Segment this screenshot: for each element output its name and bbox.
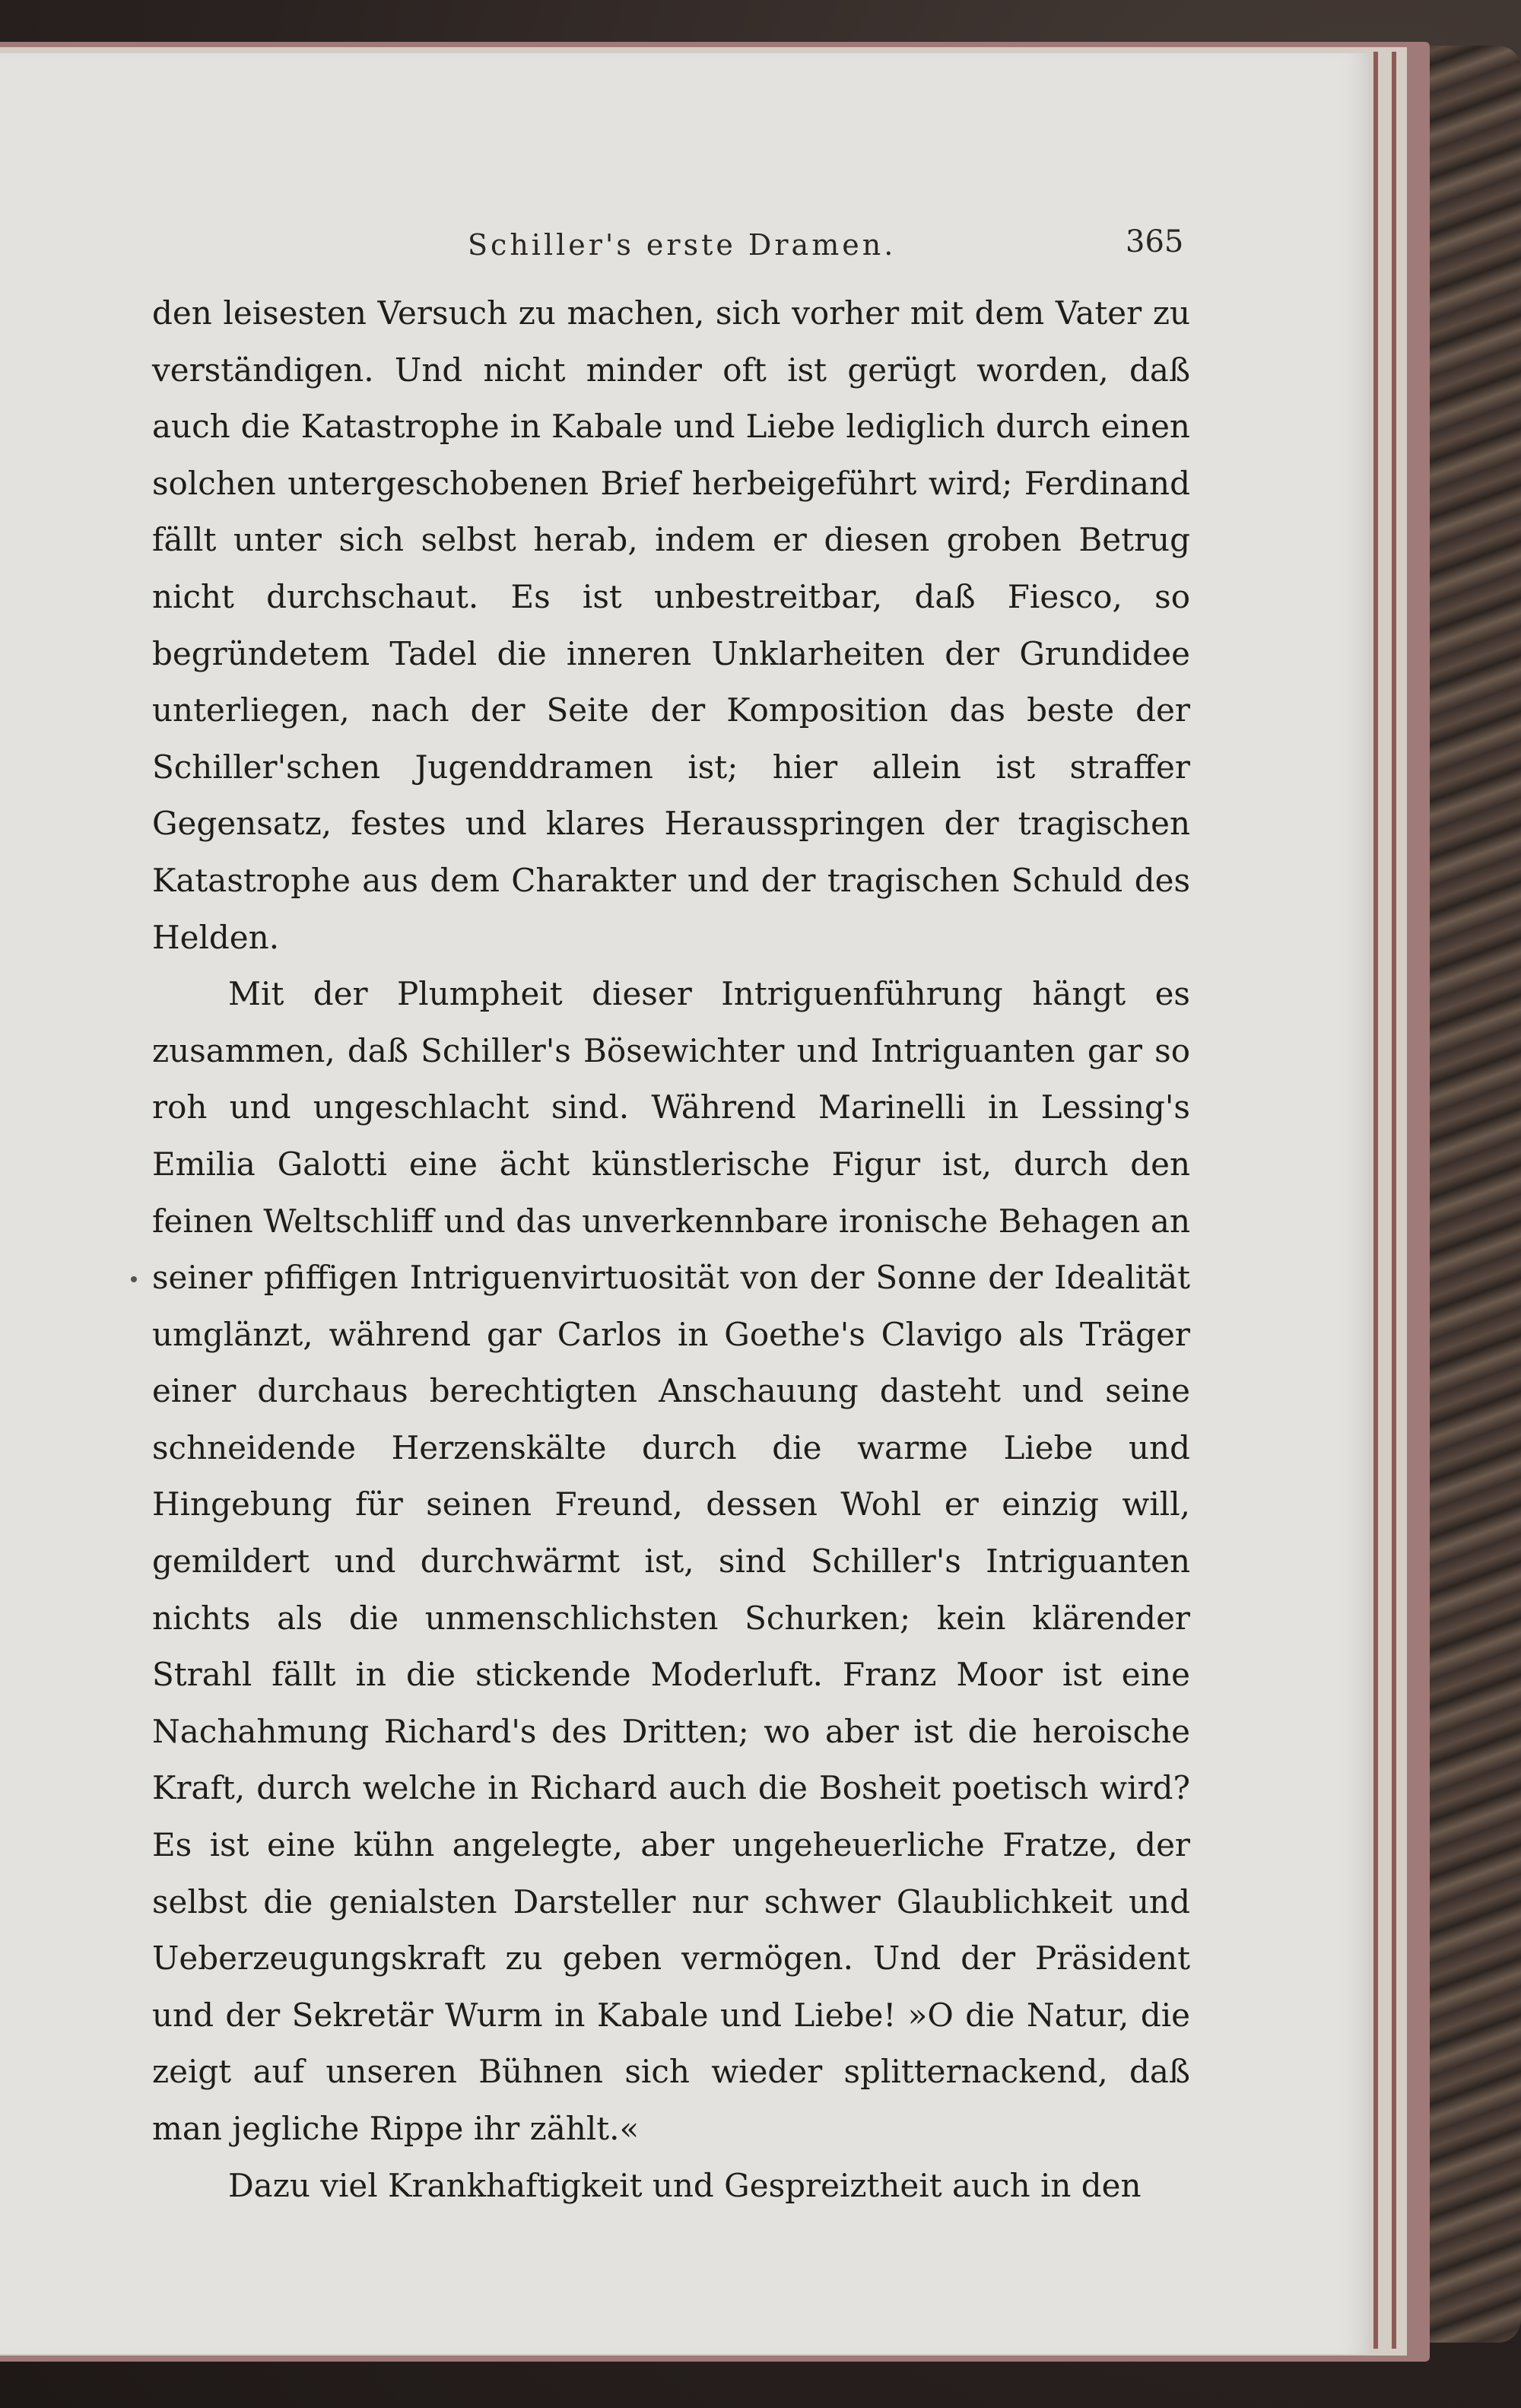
running-title: Schiller's erste Dramen.: [468, 228, 897, 262]
page-edge-line: [1392, 52, 1396, 2349]
page-edge-line: [1373, 52, 1378, 2349]
page-body: [152, 285, 1190, 2214]
margin-mark: [131, 1276, 137, 1282]
paragraph-1: den leisesten Versuch zu machen, sich vorher mit dem Vater zu verständigen. Und nicht minder oft ist gerügt worden, daß auch die Katastrophe in Kabale und Liebe lediglich durch einen solchen untergeschobenen Brief herbeigeführt wird; Ferdinand fällt unter sich selbst herab, indem er diesen groben Betrug nicht durchschaut. Es ist unbestreitbar, daß Fiesco, so begründetem Tadel die inneren Unklarheiten der Grundidee unterliegen, nach der Seite der Komposition das beste der Schiller'schen Jugenddramen ist; hier allein ist straffer Gegensatz, festes und klares Herausspringen der tragischen Katastrophe aus dem Charakter und der tragischen Schuld des Helden.: [152, 294, 1190, 956]
page-number: 365: [1126, 224, 1184, 259]
paragraph-2: Mit der Plumpheit dieser Intriguenführung hängt es zusammen, daß Schiller's Bösewichter und Intriguanten gar so roh und ungeschlacht sind. Während Marinelli in Lessing's Emilia Galotti eine ächt künstlerische Figur ist, durch den feinen Weltschliff und das unverkennbare ironische Behagen an seiner pfiffigen Intriguenvirtuosität von der Sonne der Idealität umglänzt, während gar Carlos in Goethe's Clavigo als Träger einer durchaus berechtigten Anschauung dasteht und seine schneidende Herzenskälte durch die warme Liebe und Hingebung für seinen Freund, dessen Wohl er einzig will, gemildert und durchwärmt ist, sind Schiller's Intriguanten nichts als die unmenschlichsten Schurken; kein klärender Strahl fällt in die stickende Moderluft. Franz Moor ist eine Nachahmung Richard's des Dritten; wo aber ist die heroische Kraft, durch welche in Richard auch die Bosheit poetisch wird? Es ist eine kühn angelegte, aber ungeheuerliche Fratze, der selbst die genialsten Darsteller nur schwer Glaublichkeit und Ueberzeugungskraft zu geben vermögen. Und der Präsident und der Sekretär Wurm in Kabale und Liebe! »O die Natur, die zeigt auf unseren Bühnen sich wieder splitternackend, daß man jegliche Rippe ihr zählt.«: [152, 975, 1190, 2147]
paragraph-3: Dazu viel Krankhaftigkeit und Gespreiztheit auch in den: [228, 2166, 1142, 2204]
